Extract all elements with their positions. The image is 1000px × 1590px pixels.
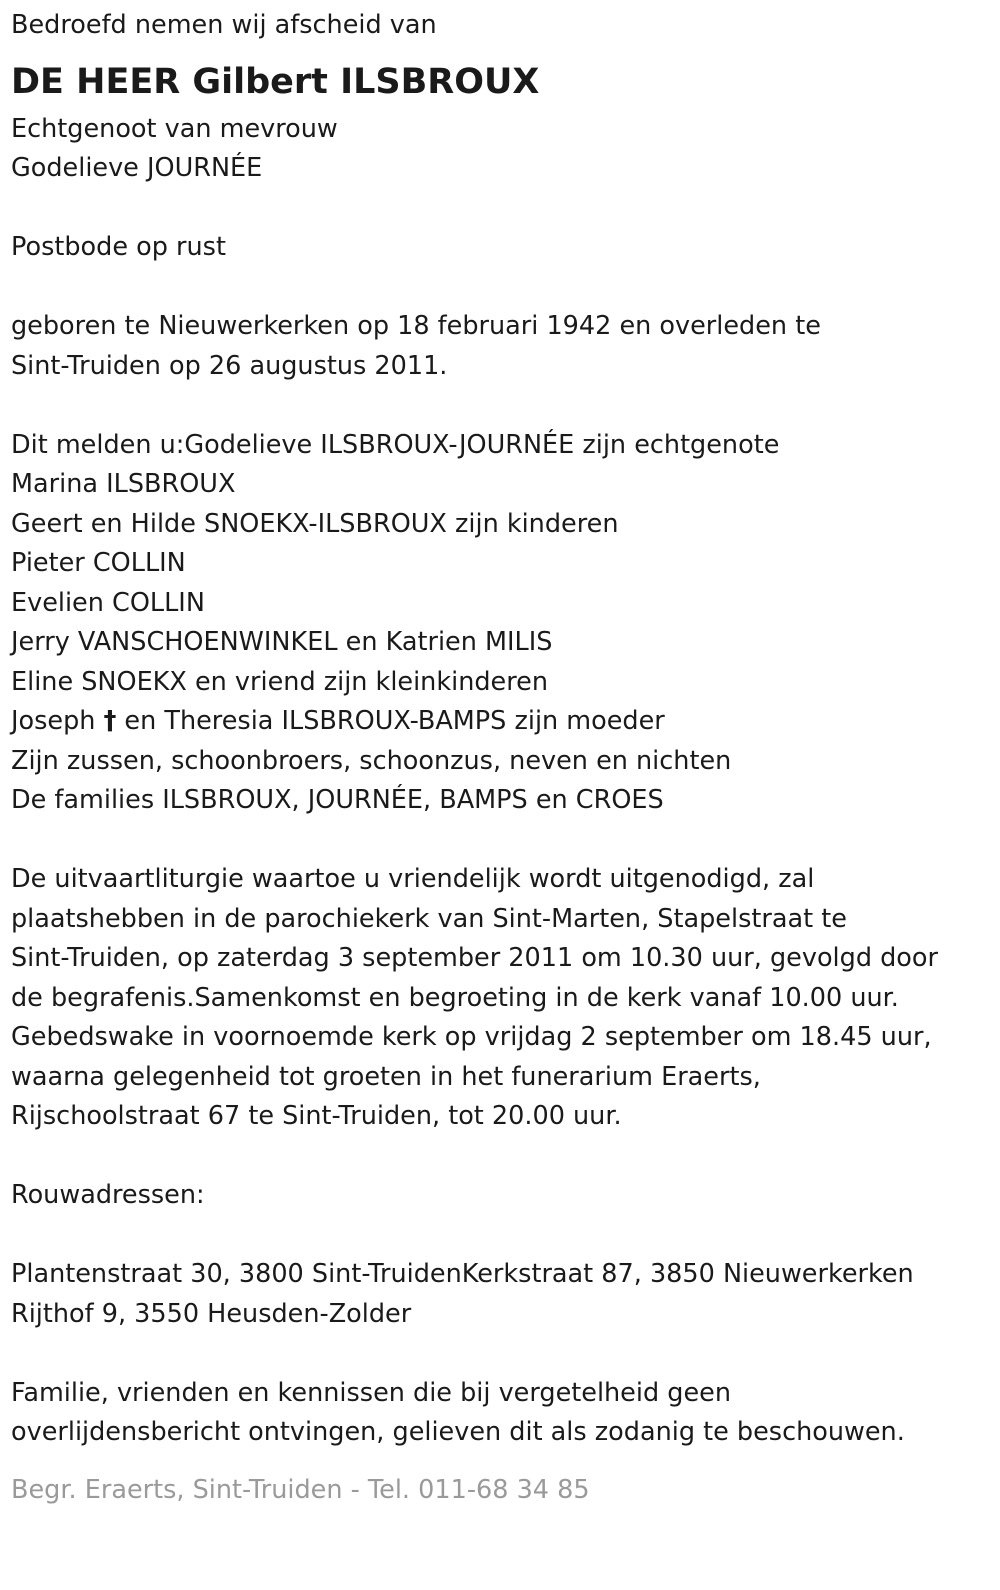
spouse-line-2: Godelieve JOURNÉE	[11, 153, 263, 183]
occupation-text: Postbode op rust	[11, 232, 226, 262]
funeral-home-footer: Begr. Eraerts, Sint-Truiden - Tel. 011-68 34 85	[11, 1474, 590, 1505]
closing-line: Familie, vrienden en kennissen die bij vergetelheid geen	[11, 1377, 731, 1408]
service-line: De uitvaartliturgie waartoe u vriendelijk wordt uitgenodigd, zal	[11, 864, 815, 894]
birth-death-line-1: geboren te Nieuwerkerken op 18 februari 1942 en overleden te	[11, 311, 821, 341]
address-line: Rijthof 9, 3550 Heusden-Zolder	[11, 1298, 412, 1329]
intro-text: Bedroefd nemen wij afscheid van	[11, 10, 437, 40]
spacer	[11, 268, 991, 308]
family-line: Zijn zussen, schoonbroers, schoonzus, neven en nichten	[11, 745, 732, 776]
family-line: Jerry VANSCHOENWINKEL en Katrien MILIS	[11, 627, 553, 657]
spacer	[11, 1137, 991, 1177]
service-line: Gebedswake in voornoemde kerk op vrijdag 2 september om 18.45 uur,	[11, 1022, 932, 1052]
addresses-heading: Rouwadressen:	[11, 1180, 205, 1210]
spacer	[11, 1216, 991, 1256]
family-line: Dit melden u:Godelieve ILSBROUX-JOURNÉE zijn echtgenote	[11, 429, 780, 460]
family-line: De families ILSBROUX, JOURNÉE, BAMPS en CROES	[11, 785, 664, 815]
father-name: Joseph	[11, 706, 104, 736]
service-details	[11, 860, 991, 1137]
spacer	[11, 1334, 991, 1374]
spacer	[11, 821, 991, 861]
spacer	[11, 386, 991, 426]
service-line: waarna gelegenheid tot groeten in het funerarium Eraerts,	[11, 1061, 761, 1092]
family-line: Eline SNOEKX en vriend zijn kleinkinderen	[11, 666, 549, 697]
spacer	[11, 189, 991, 229]
address-line: Plantenstraat 30, 3800 Sint-TruidenKerkstraat 87, 3850 Nieuwerkerken	[11, 1259, 914, 1289]
addresses-list	[11, 1255, 991, 1334]
closing-note	[11, 1374, 991, 1453]
service-line: Rijschoolstraat 67 te Sint-Truiden, tot 20.00 uur.	[11, 1101, 622, 1131]
family-line: Evelien COLLIN	[11, 587, 205, 618]
spouse-line-1: Echtgenoot van mevrouw	[11, 113, 338, 144]
service-line: de begrafenis.Samenkomst en begroeting in de kerk vanaf 10.00 uur.	[11, 982, 899, 1013]
service-line: plaatshebben in de parochiekerk van Sint-Marten, Stapelstraat te	[11, 903, 847, 934]
cross-icon: †	[103, 706, 117, 736]
family-line: Geert en Hilde SNOEKX-ILSBROUX zijn kinderen	[11, 508, 619, 539]
family-line-parents	[11, 702, 991, 742]
mother-name: en Theresia ILSBROUX-BAMPS zijn moeder	[116, 706, 665, 736]
family-list	[11, 426, 991, 821]
birth-death-line-2: Sint-Truiden op 26 augustus 2011.	[11, 350, 448, 381]
family-line: Marina ILSBROUX	[11, 469, 236, 499]
deceased-name-title: DE HEER Gilbert ILSBROUX	[11, 61, 540, 102]
closing-line: overlijdensbericht ontvingen, gelieven dit als zodanig te beschouwen.	[11, 1417, 905, 1447]
service-line: Sint-Truiden, op zaterdag 3 september 2011 om 10.30 uur, gevolgd door	[11, 943, 938, 973]
family-line: Pieter COLLIN	[11, 548, 186, 578]
